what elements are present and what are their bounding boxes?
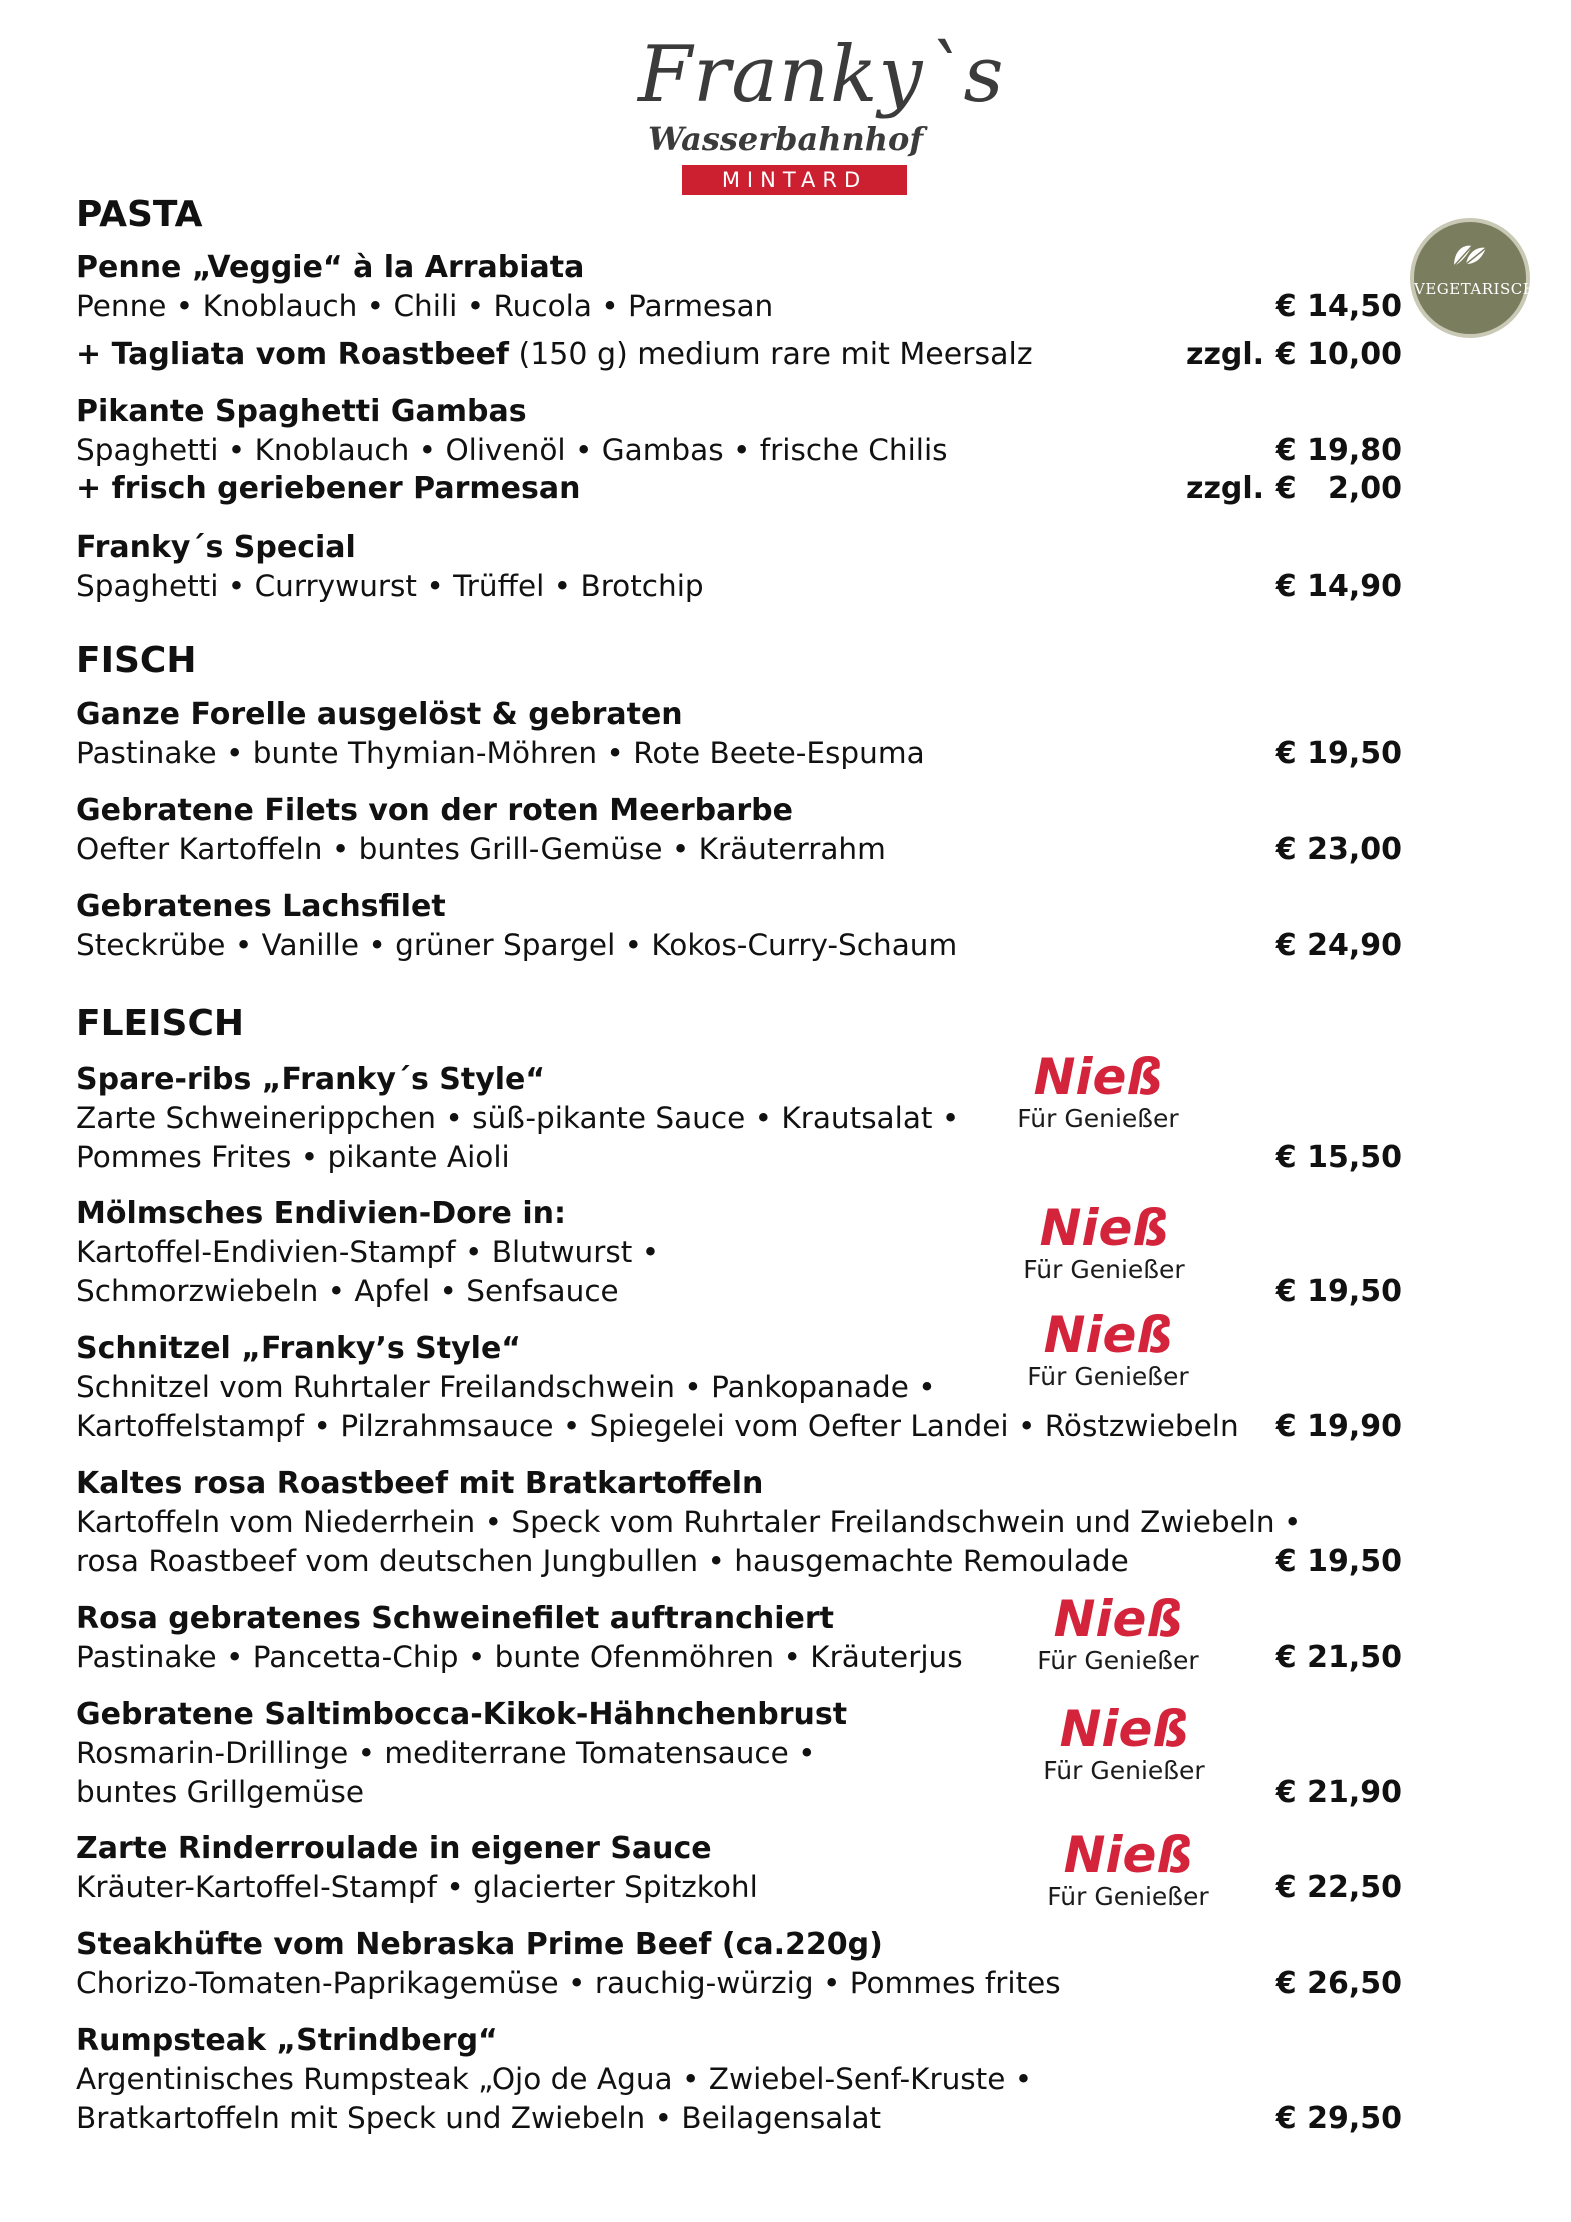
dish-description: Oefter Kartoffeln • buntes Grill-Gemüse • Kräuterrahm [76,832,886,866]
dish-price: € 24,90 [1275,928,1402,963]
addon-line [76,337,1033,372]
dish-price: € 19,50 [1275,1544,1402,1579]
niess-logo [1038,1826,1218,1921]
niess-brand: Nieß [1053,1590,1183,1648]
logo-name: Franky`s [638,30,1005,120]
dish-price: € 26,50 [1275,1966,1402,2001]
dish-description: Spaghetti • Currywurst • Trüffel • Brotchip [76,569,704,603]
logo-subtitle: Wasserbahnhof [648,120,924,158]
vegetarian-label: VEGETARISCH [1414,280,1537,298]
section-title-fisch: FISCH [76,640,197,681]
dish-description: Pastinake • Pancetta-Chip • bunte Ofenmöhren • Kräuterjus [76,1640,963,1674]
dish-description: Argentinisches Rumpsteak „Ojo de Agua • Zwiebel-Senf-Kruste • [76,2062,1033,2096]
niess-logo [1008,1048,1188,1143]
vegetarian-badge [1410,218,1537,338]
dish-price: € 21,50 [1275,1640,1402,1675]
addon-details: (150 g) medium rare mit Meersalz [508,337,1033,372]
dish-price: € 14,90 [1275,569,1402,604]
dish-description: Steckrübe • Vanille • grüner Spargel • Kokos-Curry-Schaum [76,928,958,962]
niess-logo [1034,1700,1214,1795]
addon-prefix: zzgl. [1186,337,1265,372]
addon-name: + Tagliata vom Roastbeef [76,337,509,372]
addon-price: € 10,00 [1275,337,1402,372]
dish-description: Schnitzel vom Ruhrtaler Freilandschwein • Pankopanade • [76,1370,936,1404]
dish-description: Rosmarin-Drillinge • mediterrane Tomatensauce • [76,1736,816,1770]
dish-price: € 29,50 [1275,2101,1402,2136]
section-title-pasta: PASTA [76,194,203,235]
dish-name: Steakhüfte vom Nebraska Prime Beef (ca.220g) [76,1927,883,1962]
dish-price: € 19,50 [1275,736,1402,771]
logo-location: MINTARD [682,165,907,195]
dish-price: € 22,50 [1275,1870,1402,1905]
dish-name: Rosa gebratenes Schweinefilet auftranchiert [76,1601,835,1636]
dish-price: € 14,50 [1275,289,1402,324]
addon-price: € 2,00 [1275,471,1402,506]
dish-description: buntes Grillgemüse [76,1775,364,1809]
dish-name: Gebratenes Lachsfilet [76,889,446,924]
niess-logo [1014,1199,1194,1294]
dish-description: Spaghetti • Knoblauch • Olivenöl • Gambas • frische Chilis [76,433,948,467]
niess-tagline: Für Genießer [1027,1362,1189,1391]
dish-name: Gebratene Filets von der roten Meerbarbe [76,793,793,828]
dish-description: Chorizo-Tomaten-Paprikagemüse • rauchig-würzig • Pommes frites [76,1966,1061,2000]
dish-description: Penne • Knoblauch • Chili • Rucola • Parmesan [76,289,774,323]
dish-description: Kartoffeln vom Niederrhein • Speck vom Ruhrtaler Freilandschwein und Zwiebeln • [76,1505,1302,1539]
dish-name: Penne „Veggie“ à la Arrabiata [76,250,585,285]
section-title-fleisch: FLEISCH [76,1003,244,1044]
dish-price: € 19,90 [1275,1409,1402,1444]
dish-name: Zarte Rinderroulade in eigener Sauce [76,1831,712,1866]
dish-description: Kartoffel-Endivien-Stampf • Blutwurst • [76,1235,660,1269]
dish-name: Pikante Spaghetti Gambas [76,394,527,429]
niess-tagline: Für Genießer [1023,1255,1185,1284]
niess-logo [1028,1590,1208,1685]
niess-logo [1018,1306,1198,1401]
niess-tagline: Für Genießer [1043,1756,1205,1785]
dish-name: Spare-ribs „Franky´s Style“ [76,1062,546,1097]
addon-prefix: zzgl. [1186,471,1265,506]
dish-description: Kräuter-Kartoffel-Stampf • glacierter Spitzkohl [76,1870,758,1904]
niess-brand: Nieß [1043,1306,1173,1364]
dish-price: € 19,50 [1275,1274,1402,1309]
dish-description: Kartoffelstampf • Pilzrahmsauce • Spiegelei vom Oefter Landei • Röstzwiebeln [76,1409,1239,1443]
leaf-icon [1450,240,1490,270]
dish-description: Pommes Frites • pikante Aioli [76,1140,510,1174]
dish-name: Kaltes rosa Roastbeef mit Bratkartoffeln [76,1466,764,1501]
dish-description: rosa Roastbeef vom deutschen Jungbullen • hausgemachte Remoulade [76,1544,1129,1578]
dish-description: Bratkartoffeln mit Speck und Zwiebeln • Beilagensalat [76,2101,882,2135]
dish-name: Mölmsches Endivien-Dore in: [76,1196,566,1231]
niess-brand: Nieß [1063,1826,1193,1884]
addon-line: + frisch geriebener Parmesan [76,471,581,506]
dish-description: Schmorzwiebeln • Apfel • Senfsauce [76,1274,619,1308]
niess-brand: Nieß [1059,1700,1189,1758]
dish-price: € 19,80 [1275,433,1402,468]
dish-description: Zarte Schweinerippchen • süß-pikante Sauce • Krautsalat • [76,1101,960,1135]
dish-price: € 23,00 [1275,832,1402,867]
niess-brand: Nieß [1033,1048,1163,1106]
dish-name: Rumpsteak „Strindberg“ [76,2023,498,2058]
dish-name: Schnitzel „Franky’s Style“ [76,1331,522,1366]
dish-name: Franky´s Special [76,530,356,565]
niess-tagline: Für Genießer [1017,1104,1179,1133]
dish-price: € 21,90 [1275,1775,1402,1810]
dish-description: Pastinake • bunte Thymian-Möhren • Rote Beete-Espuma [76,736,925,770]
dish-name: Ganze Forelle ausgelöst & gebraten [76,697,683,732]
niess-brand: Nieß [1039,1199,1169,1257]
dish-name: Gebratene Saltimbocca-Kikok-Hähnchenbrust [76,1697,848,1732]
dish-price: € 15,50 [1275,1140,1402,1175]
niess-tagline: Für Genießer [1047,1882,1209,1911]
restaurant-logo [620,30,1005,200]
niess-tagline: Für Genießer [1037,1646,1199,1675]
